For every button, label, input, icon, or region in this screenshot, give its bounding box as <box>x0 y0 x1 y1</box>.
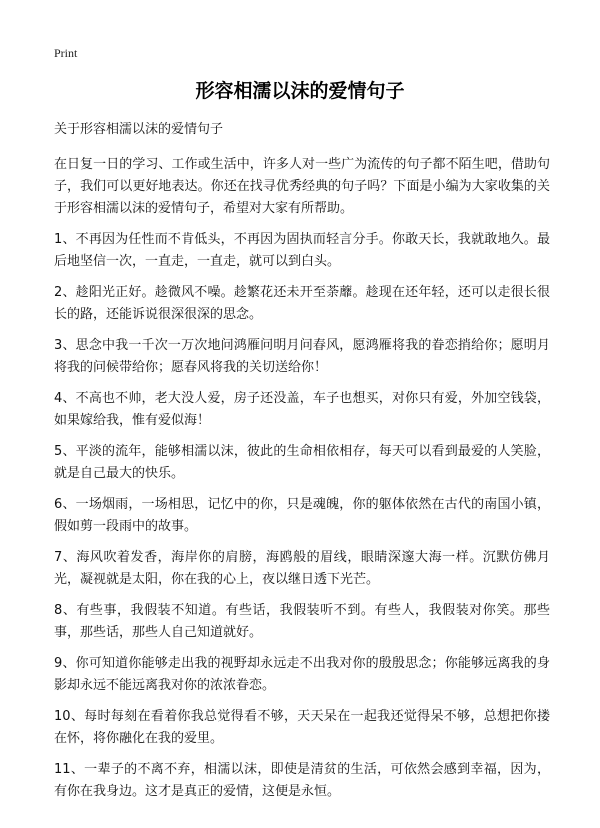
sentence-item: 3、思念中我一千次一万次地问鸿雁问明月问春风，愿鸿雁将我的眷恋捎给你；愿明月将我的问候带给你；愿春风将我的关切送给你！ <box>54 338 550 375</box>
sentence-item: 6、一场烟雨，一场相思，记忆中的你，只是魂魄，你的躯体依然在古代的南国小镇，假如剪一段雨中的故事。 <box>54 497 550 534</box>
sentence-item: 1、不再因为任性而不肯低头，不再因为固执而轻言分手。你敢天长，我就敢地久。最后地坚信一次，一直走，一直走，就可以到白头。 <box>54 232 550 269</box>
sentence-item: 5、平淡的流年，能够相濡以沫，彼此的生命相依相存，每天可以看到最爱的人笑脸，就是自己最大的快乐。 <box>54 444 550 481</box>
sentence-item: 11、一辈子的不离不弃，相濡以沫，即使是清贫的生活，可依然会感到幸福，因为，有你在我身边。这才是真正的爱情，这便是永恒。 <box>54 762 550 799</box>
sentence-item: 7、海风吹着发香，海岸你的肩膀，海鸥般的眉线，眼睛深邃大海一样。沉默仿佛月光，凝视就是太阳，你在我的心上，夜以继日透下光芒。 <box>54 550 550 587</box>
print-link[interactable]: Print <box>54 46 78 60</box>
sentence-item: 8、有些事，我假装不知道。有些话，我假装听不到。有些人，我假装对你笑。那些事，那些话，那些人自己知道就好。 <box>54 603 550 640</box>
sentence-item: 2、趁阳光正好。趁微风不噪。趁繁花还未开至荼蘼。趁现在还年轻，还可以走很长很长的路，还能诉说很深很深的思念。 <box>54 285 550 322</box>
sentence-item: 10、每时每刻在看着你我总觉得看不够，天天呆在一起我还觉得呆不够，总想把你搂在怀，将你融化在我的爱里。 <box>54 709 550 746</box>
page-title: 形容相濡以沫的爱情句子 <box>195 80 405 102</box>
article-subtitle: 关于形容相濡以沫的爱情句子 <box>54 122 224 137</box>
article-body <box>54 120 550 812</box>
sentence-item: 4、不高也不帅，老大没人爱，房子还没盖，车子也想买，对你只有爱，外加空钱袋，如果嫁给我，惟有爱似海！ <box>54 391 550 428</box>
article-intro: 在日复一日的学习、工作或生活中，许多人对一些广为流传的句子都不陌生吧，借助句子，我们可以更好地表达。你还在找寻优秀经典的句子吗？下面是小编为大家收集的关于形容相濡以沫的爱情句子，希望对大家有所帮助。 <box>54 157 550 216</box>
sentence-item: 9、你可知道你能够走出我的视野却永远走不出我对你的殷殷思念；你能够远离我的身影却永远不能远离我对你的浓浓眷恋。 <box>54 656 550 693</box>
